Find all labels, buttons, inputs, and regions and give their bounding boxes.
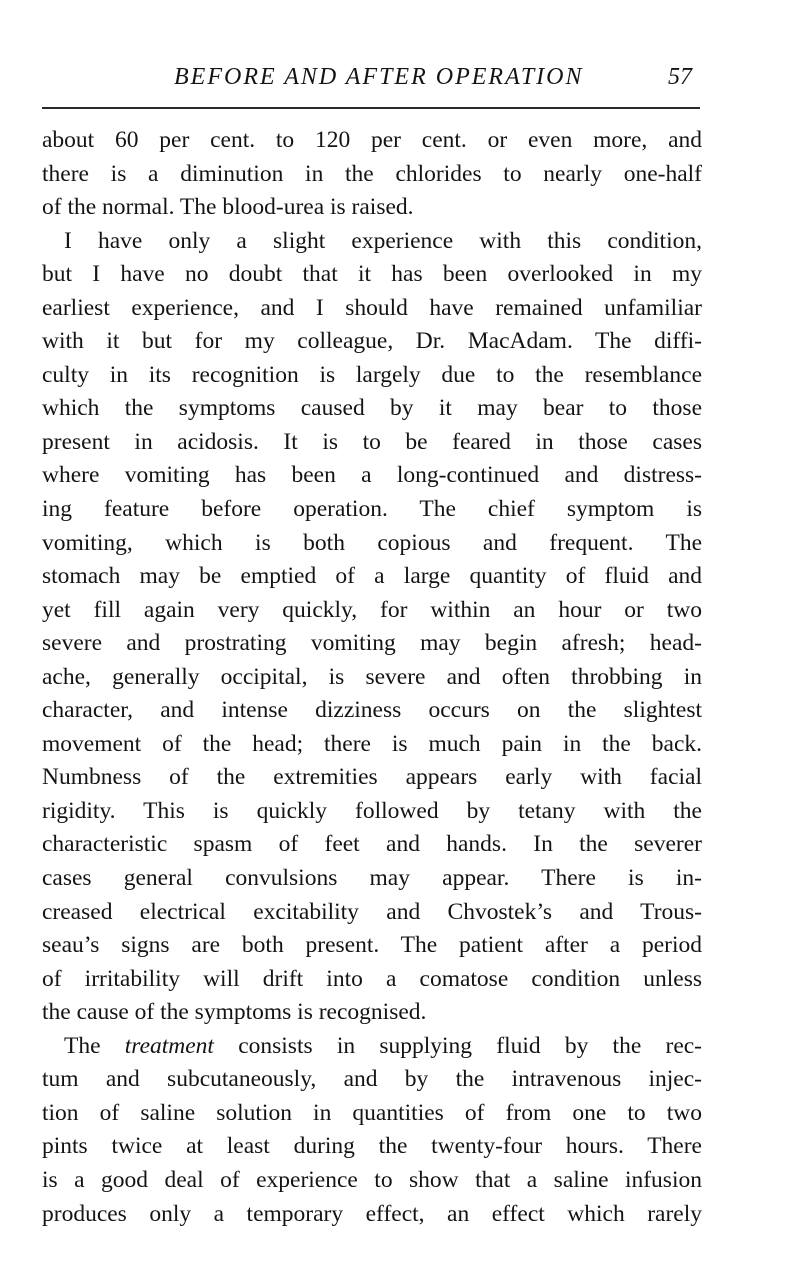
text-line: there is a diminution in the chlorides to nearly one-half: [42, 160, 702, 187]
text-line: characteristic spasm of feet and hands. In the severer: [42, 831, 702, 858]
text-line-with-emphasis: [42, 1030, 702, 1064]
text-line: movement of the head; there is much pain in the back.: [42, 730, 702, 757]
text-line: with it but for my colleague, Dr. MacAdam. The diffi-: [42, 328, 702, 355]
text-line: stomach may be emptied of a large quantity of fluid and: [42, 563, 702, 590]
text-line: tum and subcutaneously, and by the intravenous injec-: [42, 1066, 702, 1093]
text-line: the cause of the symptoms is recognised.: [42, 999, 427, 1026]
text-line: about 60 per cent. to 120 per cent. or even more, and: [42, 127, 702, 153]
text-line: where vomiting has been a long-continued and distress-: [42, 462, 702, 489]
text-line: yet fill again very quickly, for within an hour or two: [42, 596, 702, 623]
body-text: [42, 124, 702, 1231]
text-line: which the symptoms caused by it may bear to those: [42, 395, 702, 422]
text-line: creased electrical excitability and Chvostek’s and Trous-: [42, 898, 702, 925]
running-header: [42, 56, 700, 106]
text-line: ing feature before operation. The chief symptom is: [42, 496, 702, 523]
text-line: earliest experience, and I should have remained unfamiliar: [42, 294, 702, 321]
text-line: character, and intense dizziness occurs on the slightest: [42, 697, 702, 724]
text-line: is a good deal of experience to show that a saline infusion: [42, 1166, 702, 1193]
text-line: rigidity. This is quickly followed by tetany with the: [42, 797, 702, 824]
running-title: BEFORE AND AFTER OPERATION: [174, 64, 584, 90]
text-line: produces only a temporary effect, an effect which rarely: [42, 1200, 702, 1227]
text-line: present in acidosis. It is to be feared in those cases: [42, 428, 702, 455]
text-line: ache, generally occipital, is severe and often throbbing in: [42, 663, 702, 690]
emphasis-treatment: treatment: [124, 1032, 214, 1059]
text-line: seau’s signs are both present. The patient after a period: [42, 932, 702, 959]
text-line: tion of saline solution in quantities of from one to two: [42, 1099, 702, 1126]
text-fragment: The: [64, 1032, 101, 1059]
text-line: of the normal. The blood-urea is raised.: [42, 194, 414, 221]
text-fragment: consists in supplying fluid by the rec-: [238, 1032, 703, 1059]
text-line: cases general convulsions may appear. There is in-: [42, 865, 702, 892]
text-line: culty in its recognition is largely due to the resemblance: [42, 361, 702, 388]
text-line: but I have no doubt that it has been overlooked in my: [42, 261, 702, 288]
text-line: Numbness of the extremities appears early with facial: [42, 764, 702, 791]
text-line: I have only a slight experience with this condition,: [64, 227, 702, 254]
text-line: vomiting, which is both copious and frequent. The: [42, 529, 702, 556]
page-number: 57: [668, 64, 692, 90]
text-line: severe and prostrating vomiting may begin afresh; head-: [42, 630, 702, 657]
header-rule: [42, 107, 700, 109]
text-line: pints twice at least during the twenty-four hours. There: [42, 1133, 702, 1160]
text-line: of irritability will drift into a comatose condition unless: [42, 965, 702, 992]
